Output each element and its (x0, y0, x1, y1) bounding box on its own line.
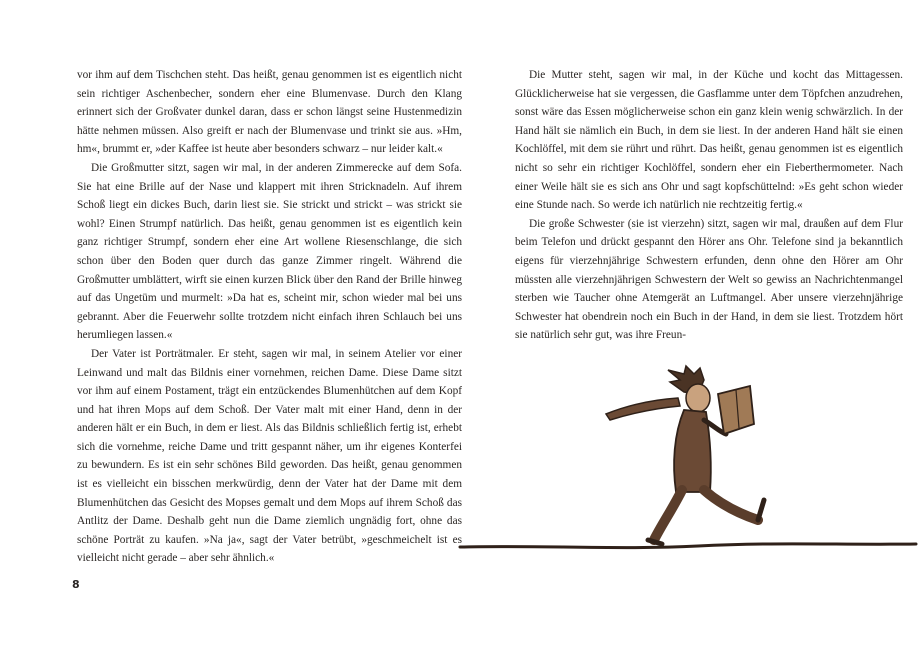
head (686, 384, 710, 412)
paragraph: Die Großmutter sitzt, sagen wir mal, in der anderen Zimmerecke auf dem Sofa. Sie hat eine Brille auf der Nase und klappert mit ihren Stricknadeln. Auf ihrem Schoß liegt ein dickes Buch, darin liest sie. Sie strickt und strickt – was strickt sie wohl? Einen Strumpf natürlich. Das heißt, genau genommen ist es eigentlich kein ganz richtiger Strumpf, sondern eher eine Art wollene Riesenschlange, die sich schon über den Boden quer durch das ganze Zimmer ringelt. Während die Großmutter umblättert, wirft sie einen kurzen Blick über den Rand der Brille hinweg auf das Ungetüm und murmelt: »Da hat es, scheint mir, schon wieder mal bei uns gebrannt. Aber die Feuerwehr sollte trotzdem nicht einfach ihren Schlauch bei uns herumliegen lassen.« (77, 161, 462, 342)
left-page-text (77, 66, 462, 568)
front-leg (704, 490, 758, 520)
back-leg (654, 490, 682, 540)
ground-line (460, 544, 916, 548)
page-number: 8 (72, 578, 80, 591)
paragraph: Der Vater ist Porträtmaler. Er steht, sagen wir mal, in seinem Atelier vor einer Leinwand und malt das Bildnis einer vornehmen, reichen Dame. Diese Dame sitzt vor ihm auf einem Postament, trägt ein entzückendes Blumenhütchen auf dem Kopf und hat ihren Mops auf dem Schoß. Der Vater malt mit einer Hand, denn in der anderen hält er ein Buch, in dem er liest. Als das Bildnis schließlich fertig ist, erhebt sich die vornehme, reiche Dame und tritt gespannt näher, um ihr eigenes Konterfei zu bewundern. Es ist ein sehr schönes Bild geworden. Das heißt, genau genommen ist es vielleicht ein bisschen merkwürdig, denn der Vater hat der Dame mit dem Blumenhütchen das Gesicht des Mopses gemalt und dem Mops auf ihrem Schoß das Antlitz der Dame. Deshalb geht nun die Dame ziemlich ungnädig fort, ohne das schöne Porträt zu kaufen. »Na ja«, sagt der Vater betrübt, »geschmeichelt ist es vielleicht nicht gerade – aber sehr ähnlich.« (77, 347, 462, 565)
paragraph: Die Mutter steht, sagen wir mal, in der Küche und kocht das Mittagessen. Glücklicherweise hat sie vergessen, die Gasflamme unter dem Töpfchen anzudrehen, sonst wäre das Essen möglicherweise schon ein ganz klein wenig schwärzlich. In der Hand hält sie nämlich ein Buch, in dem sie liest. In der anderen Hand hält sie einen Kochlöffel, mit dem sie rührt und rührt. Das heißt, genau genommen ist es eigentlich nicht so sehr ein richtiger Kochlöffel, sondern eher ein Fieberthermometer. Nach einer Weile hält sie es sich ans Ohr und sagt kopfschüttelnd: »Es geht schon wieder eine Stunde nach. So werde ich natürlich nie rechtzeitig fertig.« (515, 69, 903, 212)
paragraph: Die große Schwester (sie ist vierzehn) sitzt, sagen wir mal, draußen auf dem Flur beim Telefon und drückt gespannt den Hörer ans Ohr. Telefone sind ja bekanntlich eigens für vierzehnjährige Schwestern erfunden, denn ohne den Hörer am Ohr müssten alle vierzehnjährigen Schwestern der Welt so gewiss an Nachrichtenmangel sterben wie Taucher ohne Atemgerät an Luftmangel. Aber unsere vierzehnjährige Schwester hat obendrein noch ein Buch in der Hand, in dem sie liest. Trotzdem hört sie natürlich sehr gut, was ihre Freun- (515, 217, 903, 342)
scarf (606, 398, 680, 420)
paragraph: vor ihm auf dem Tischchen steht. Das heißt, genau genommen ist es eigentlich nicht sein richtiger Aschenbecher, sondern eher eine Blumenvase. Durch den Klang erinnert sich der Großvater dunkel daran, dass er schon längst seine Hustenmedizin hätte nehmen müssen. Also greift er nach der Blumenvase und trinkt sie aus. »Hm, hm«, brummt er, »der Kaffee ist heute aber besonders schwarz – nur leider kalt.« (77, 69, 462, 156)
reading-boy-walking-icon (458, 364, 918, 554)
right-page-text (515, 66, 903, 345)
